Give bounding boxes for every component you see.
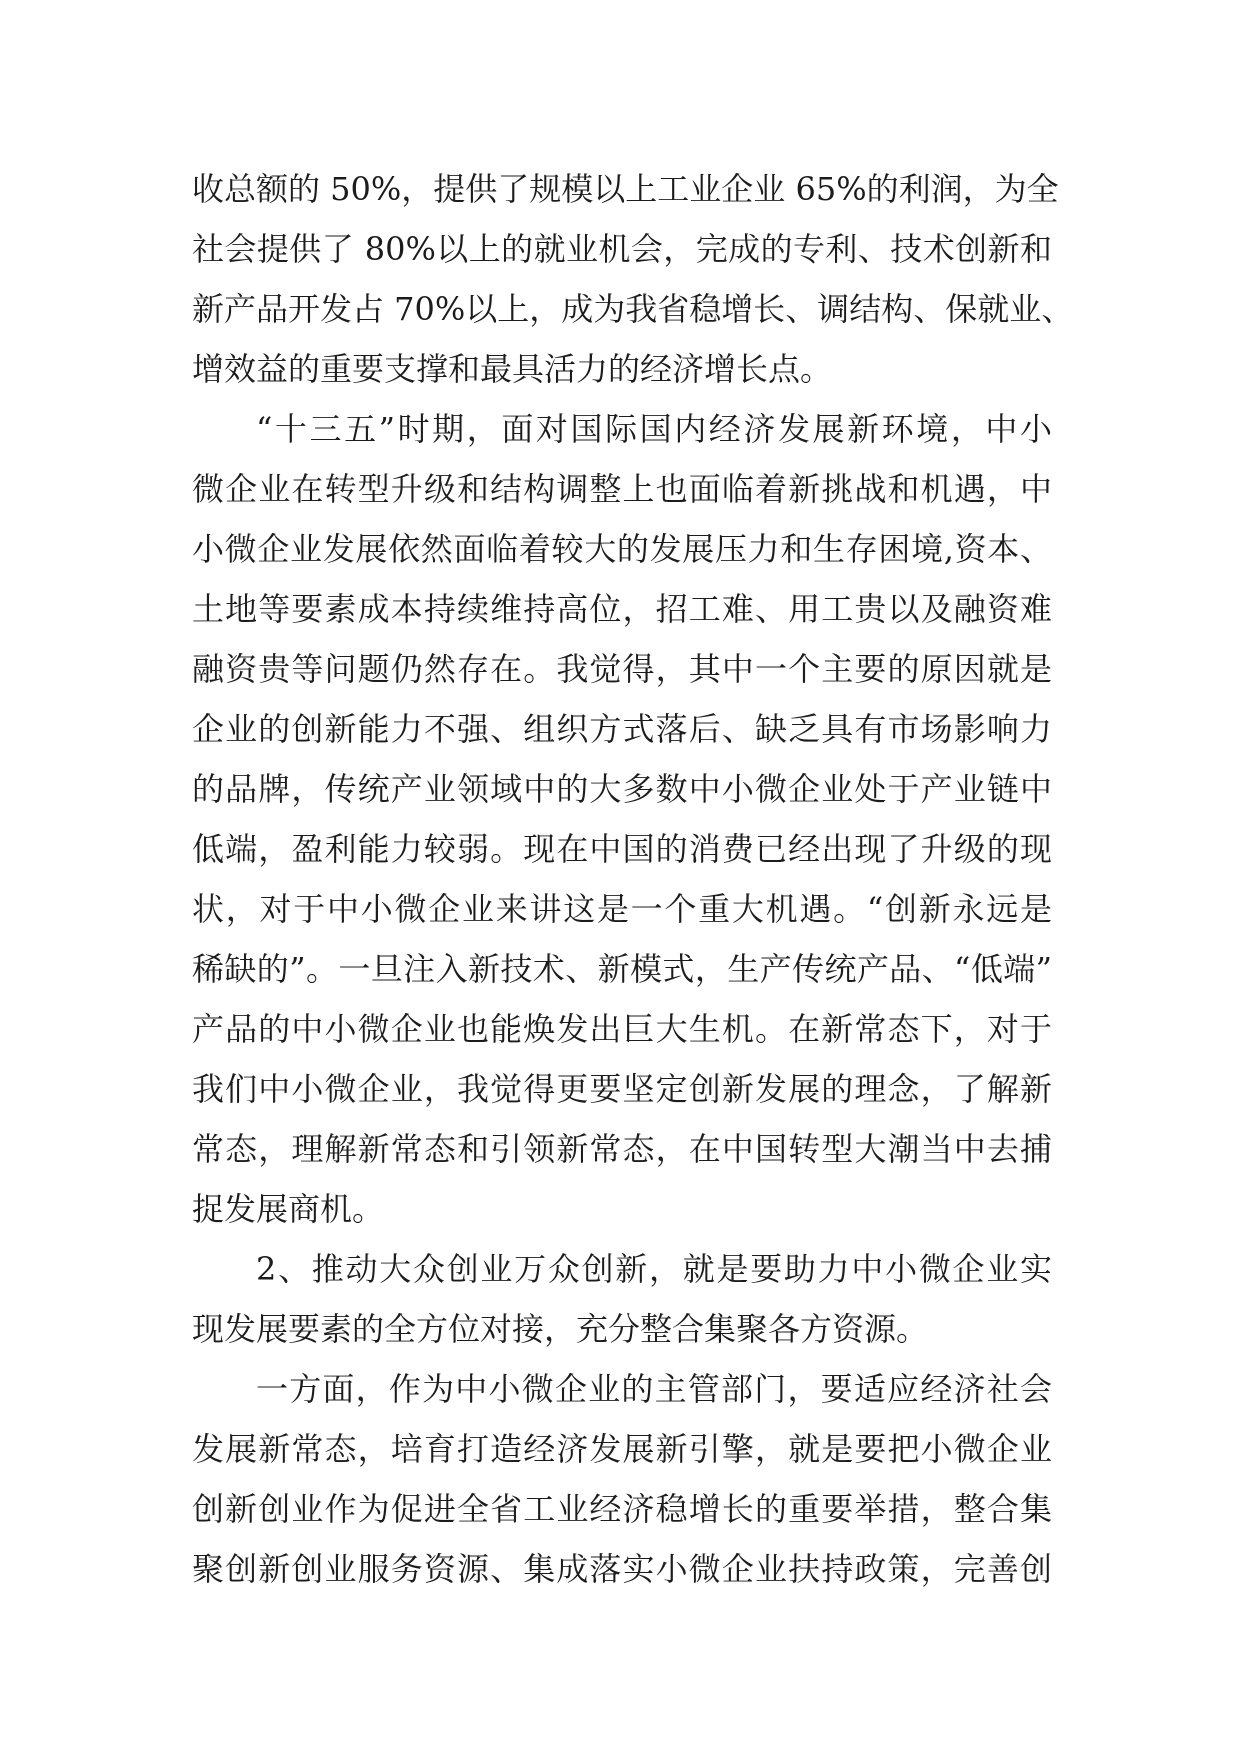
text-line: 状，对于中小微企业来讲这是一个重大机遇。“创新永远是 (192, 890, 1052, 928)
text-line: 常态，理解新常态和引领新常态，在中国转型大潮当中去捕 (192, 1130, 1052, 1168)
text-line: 我们中小微企业，我觉得更要坚定创新发展的理念，了解新 (192, 1070, 1052, 1108)
text-line: 的品牌，传统产业领域中的大多数中小微企业处于产业链中 (192, 770, 1052, 808)
text-line: 发展新常态，培育打造经济发展新引擎，就是要把小微企业 (192, 1430, 1052, 1468)
text-line: 一方面，作为中小微企业的主管部门，要适应经济社会 (256, 1370, 1052, 1408)
text-line: 微企业在转型升级和结构调整上也面临着新挑战和机遇，中 (192, 470, 1052, 508)
text-line: 创新创业作为促进全省工业经济稳增长的重要举措，整合集 (192, 1490, 1052, 1528)
text-line: 聚创新创业服务资源、集成落实小微企业扶持政策，完善创 (192, 1550, 1052, 1588)
text-line: 现发展要素的全方位对接，充分整合集聚各方资源。 (192, 1310, 929, 1348)
text-line: 2、推动大众创业万众创新，就是要助力中小微企业实 (256, 1250, 1052, 1288)
text-line: 收总额的 50%，提供了规模以上工业企业 65%的利润，为全 (192, 170, 1059, 208)
text-line: 增效益的重要支撑和最具活力的经济增长点。 (192, 350, 833, 388)
text-line: 企业的创新能力不强、组织方式落后、缺乏具有市场影响力 (192, 710, 1052, 748)
text-line: 捉发展商机。 (192, 1190, 385, 1228)
text-line: 土地等要素成本持续维持高位，招工难、用工贵以及融资难 (192, 590, 1052, 628)
text-line: 融资贵等问题仍然存在。我觉得，其中一个主要的原因就是 (192, 650, 1052, 688)
text-line: “十三五”时期，面对国际国内经济发展新环境，中小 (256, 410, 1052, 448)
text-line: 稀缺的”。一旦注入新技术、新模式，生产传统产品、“低端” (192, 950, 1052, 988)
text-line: 社会提供了 80%以上的就业机会，完成的专利、技术创新和 (192, 230, 1052, 268)
text-line: 产品的中小微企业也能焕发出巨大生机。在新常态下，对于 (192, 1010, 1052, 1048)
text-line: 新产品开发占 70%以上，成为我省稳增长、调结构、保就业、 (192, 290, 1074, 328)
text-line: 低端，盈利能力较弱。现在中国的消费已经出现了升级的现 (192, 830, 1052, 868)
text-line: 小微企业发展依然面临着较大的发展压力和生存困境,资本、 (192, 530, 1052, 568)
